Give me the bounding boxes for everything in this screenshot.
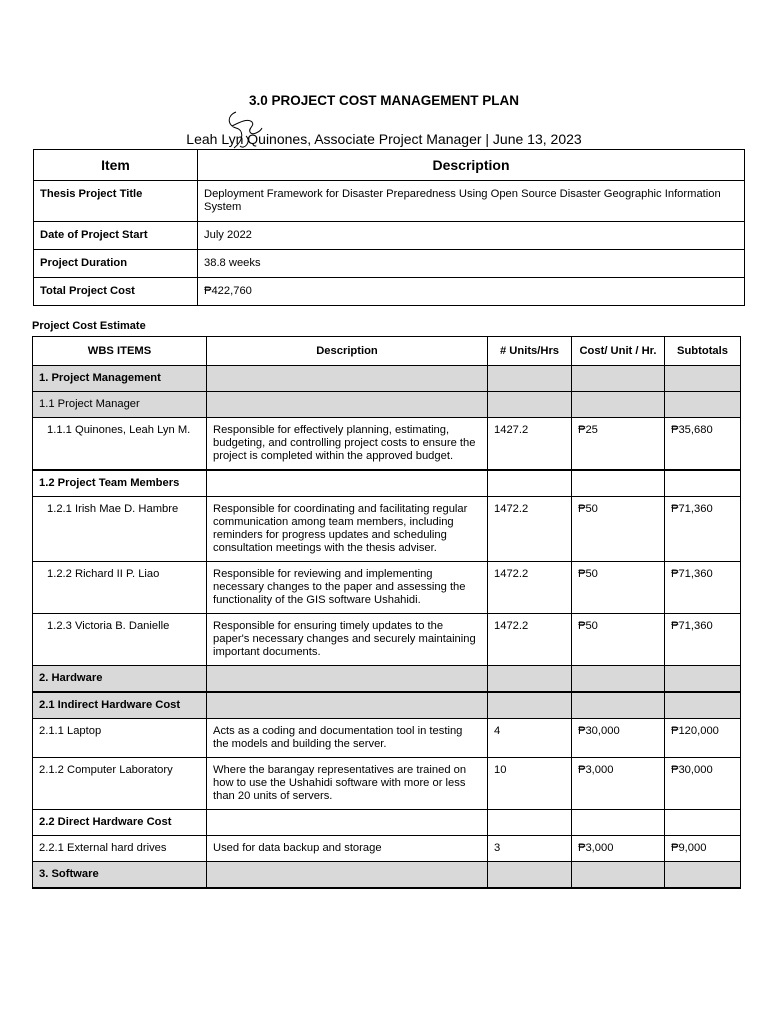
col-cost: Cost/ Unit / Hr.: [572, 337, 665, 366]
units-cell: 4: [488, 719, 572, 758]
units-cell: 1472.2: [488, 614, 572, 666]
col-subtotal: Subtotals: [665, 337, 741, 366]
info-header-row: [34, 150, 745, 181]
table-row: [33, 497, 741, 562]
desc-cell: [207, 392, 488, 418]
units-cell: [488, 666, 572, 693]
subtotal-cell: ₱35,680: [665, 418, 741, 471]
info-label: Date of Project Start: [34, 222, 198, 250]
table-row: [33, 614, 741, 666]
page-title: 3.0 PROJECT COST MANAGEMENT PLAN: [248, 93, 520, 108]
table-row: [33, 470, 741, 497]
col-units: # Units/Hrs: [488, 337, 572, 366]
info-row-total: [34, 278, 745, 306]
cost-cell: [572, 470, 665, 497]
cost-estimate-table: [32, 336, 741, 889]
info-value: ₱422,760: [198, 278, 745, 306]
info-row-duration: [34, 250, 745, 278]
table-row: [33, 366, 741, 392]
subtotal-cell: [665, 692, 741, 719]
units-cell: [488, 692, 572, 719]
info-col-item: Item: [34, 150, 198, 181]
desc-cell: Responsible for effectively planning, estimating, budgeting, and controlling project costs to ensure the project is completed within the approved budget.: [207, 418, 488, 471]
wbs-cell: 2.2 Direct Hardware Cost: [33, 810, 207, 836]
wbs-cell: 1. Project Management: [33, 366, 207, 392]
wbs-cell: 3. Software: [33, 862, 207, 889]
units-cell: 1427.2: [488, 418, 572, 471]
table-row: [33, 810, 741, 836]
desc-cell: Acts as a coding and documentation tool in testing the models and building the server.: [207, 719, 488, 758]
col-wbs: WBS ITEMS: [33, 337, 207, 366]
cost-cell: ₱25: [572, 418, 665, 471]
cost-cell: [572, 862, 665, 889]
cost-cell: ₱3,000: [572, 758, 665, 810]
cost-cell: [572, 666, 665, 693]
project-info-table: [33, 149, 745, 306]
info-label: Total Project Cost: [34, 278, 198, 306]
desc-cell: Used for data backup and storage: [207, 836, 488, 862]
table-row: [33, 719, 741, 758]
subtotal-cell: ₱30,000: [665, 758, 741, 810]
wbs-cell: 2.2.1 External hard drives: [33, 836, 207, 862]
info-value: July 2022: [198, 222, 745, 250]
table-row: [33, 862, 741, 889]
table-row: [33, 692, 741, 719]
cost-cell: [572, 366, 665, 392]
wbs-cell: 2.1.1 Laptop: [33, 719, 207, 758]
subtotal-cell: ₱71,360: [665, 562, 741, 614]
units-cell: [488, 392, 572, 418]
cost-cell: ₱30,000: [572, 719, 665, 758]
col-description: Description: [207, 337, 488, 366]
wbs-cell: 1.2 Project Team Members: [33, 470, 207, 497]
cost-cell: [572, 810, 665, 836]
units-cell: [488, 366, 572, 392]
units-cell: [488, 862, 572, 889]
subtotal-cell: ₱120,000: [665, 719, 741, 758]
info-value: 38.8 weeks: [198, 250, 745, 278]
wbs-cell: 2.1.2 Computer Laboratory: [33, 758, 207, 810]
subtotal-cell: [665, 810, 741, 836]
subtotal-cell: [665, 366, 741, 392]
units-cell: 10: [488, 758, 572, 810]
info-col-description: Description: [198, 150, 745, 181]
units-cell: [488, 470, 572, 497]
wbs-cell: 2.1 Indirect Hardware Cost: [33, 692, 207, 719]
desc-cell: [207, 692, 488, 719]
cost-cell: ₱50: [572, 497, 665, 562]
wbs-cell: 1.2.2 Richard II P. Liao: [33, 562, 207, 614]
cost-cell: [572, 692, 665, 719]
table-row: [33, 758, 741, 810]
cost-cell: [572, 392, 665, 418]
subtotal-cell: ₱9,000: [665, 836, 741, 862]
table-row: [33, 836, 741, 862]
wbs-cell: 1.1 Project Manager: [33, 392, 207, 418]
subtotal-cell: ₱71,360: [665, 497, 741, 562]
desc-cell: [207, 666, 488, 693]
units-cell: [488, 810, 572, 836]
subtotal-cell: [665, 470, 741, 497]
table-row: [33, 666, 741, 693]
cost-header-row: [33, 337, 741, 366]
desc-cell: Where the barangay representatives are trained on how to use the Ushahidi software with more or less than 20 units of servers.: [207, 758, 488, 810]
wbs-cell: 1.2.1 Irish Mae D. Hambre: [33, 497, 207, 562]
units-cell: 1472.2: [488, 562, 572, 614]
desc-cell: Responsible for coordinating and facilitating regular communication among team members, including reminders for progress updates and scheduling consultation meetings with the thesis adviser.: [207, 497, 488, 562]
subtotal-cell: [665, 862, 741, 889]
cost-cell: ₱50: [572, 562, 665, 614]
info-row-start: [34, 222, 745, 250]
table-row: [33, 392, 741, 418]
desc-cell: [207, 366, 488, 392]
desc-cell: [207, 470, 488, 497]
info-value: Deployment Framework for Disaster Preparedness Using Open Source Disaster Geographic Information System: [198, 181, 745, 222]
units-cell: 1472.2: [488, 497, 572, 562]
section-label: Project Cost Estimate: [32, 320, 146, 332]
info-label: Project Duration: [34, 250, 198, 278]
desc-cell: [207, 810, 488, 836]
wbs-cell: 1.2.3 Victoria B. Danielle: [33, 614, 207, 666]
author-line: Leah Lyn Quinones, Associate Project Manager | June 13, 2023: [186, 131, 582, 147]
units-cell: 3: [488, 836, 572, 862]
cost-cell: ₱50: [572, 614, 665, 666]
table-row: [33, 562, 741, 614]
info-row-title: [34, 181, 745, 222]
cost-cell: ₱3,000: [572, 836, 665, 862]
subtotal-cell: [665, 392, 741, 418]
subtotal-cell: [665, 666, 741, 693]
table-row: [33, 418, 741, 471]
subtotal-cell: ₱71,360: [665, 614, 741, 666]
desc-cell: Responsible for reviewing and implementing necessary changes to the paper and assessing the functionality of the GIS software Ushahidi.: [207, 562, 488, 614]
desc-cell: [207, 862, 488, 889]
wbs-cell: 1.1.1 Quinones, Leah Lyn M.: [33, 418, 207, 471]
desc-cell: Responsible for ensuring timely updates to the paper's necessary changes and securely maintaining important documents.: [207, 614, 488, 666]
wbs-cell: 2. Hardware: [33, 666, 207, 693]
info-label: Thesis Project Title: [34, 181, 198, 222]
